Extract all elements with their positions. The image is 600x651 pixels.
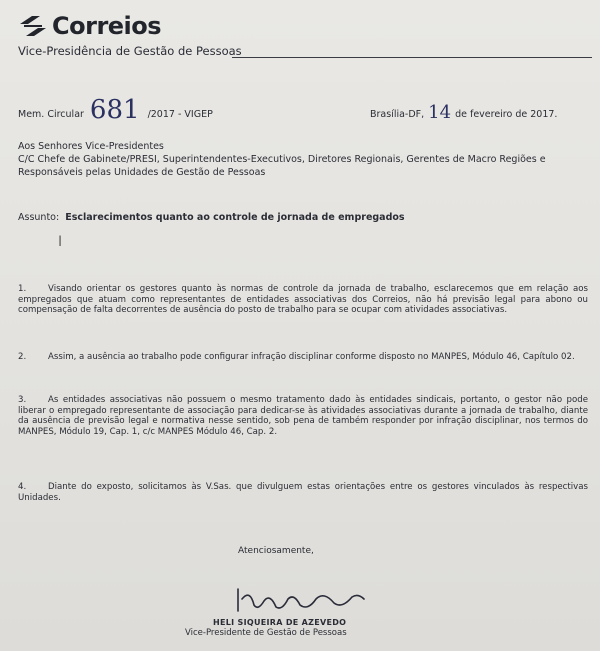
subject-label: Assunto: (18, 212, 60, 223)
text-cursor-icon: I (58, 234, 63, 250)
paragraph-number: 3. (18, 395, 27, 405)
brand-name: Correios (52, 12, 162, 40)
date-rest: de fevereiro de 2017. (455, 109, 558, 120)
paragraph-2 (18, 352, 588, 363)
signer-name: HELI SIQUEIRA DE AZEVEDO (213, 618, 347, 627)
subject-text: Esclarecimentos quanto ao controle de jornada de empregados (65, 212, 405, 223)
paragraph-3 (18, 395, 588, 437)
paragraph-text: Visando orientar os gestores quanto às normas de controle da jornada de trabalho, esclarecemos que em relação aos empregados que atuam como representantes de entidades associativas dos Correios, não há previsão legal para abono ou compensação de falta decorrentes de ausência do posto de trabalho para se ocupar com atividades associativas. (18, 284, 588, 315)
recipients (18, 140, 588, 179)
place-and-date (370, 102, 558, 123)
memo-prefix: Mem. Circular (18, 109, 84, 120)
paragraph-4 (18, 482, 588, 503)
memo-suffix: /2017 - VIGEP (147, 109, 213, 120)
paragraph-1 (18, 284, 588, 316)
memo-reference (18, 95, 213, 125)
city: Brasília-DF, (370, 109, 425, 120)
correios-arrows-icon (18, 14, 48, 38)
paragraph-number: 2. (18, 352, 27, 362)
recipients-line-1: Aos Senhores Vice-Presidentes (18, 141, 164, 152)
paragraph-number: 4. (18, 482, 27, 492)
handwritten-signature (230, 585, 370, 615)
paragraph-number: 1. (18, 284, 27, 294)
paragraph-text: Diante do exposto, solicitamos às V.Sas. que divulguem estas orientações entre os gestores vinculados às respectivas Unidades. (18, 482, 588, 503)
correios-logo (18, 12, 161, 40)
memo-number: 681 (89, 95, 140, 125)
header-rule (232, 57, 592, 58)
paragraph-text: Assim, a ausência ao trabalho pode configurar infração disciplinar conforme disposto no MANPES, Módulo 46, Capítulo 02. (48, 352, 575, 362)
closing: Atenciosamente, (238, 546, 314, 556)
paragraph-text: As entidades associativas não possuem o mesmo tratamento dado às entidades sindicais, portanto, o gestor não pode liberar o empregado representante de associação para dedicar-se às atividades associativas durante a jornada de trabalho, diante da ausência de previsão legal e normativa nesse sentido, sob pena de também responder por infração disciplinar, nos termos do MANPES, Módulo 19, Cap. 1, c/c MANPES Módulo 46, Cap. 2. (18, 395, 588, 437)
subject-line (18, 212, 405, 223)
signer-title: Vice-Presidente de Gestão de Pessoas (185, 628, 347, 638)
day: 14 (428, 102, 452, 123)
recipients-line-2: C/C Chefe de Gabinete/PRESI, Superintendentes-Executivos, Diretores Regionais, Gerentes de Macro Regiões e Responsáveis pelas Unidades de Gestão de Pessoas (18, 154, 546, 178)
department-name: Vice-Presidência de Gestão de Pessoas (18, 44, 242, 58)
